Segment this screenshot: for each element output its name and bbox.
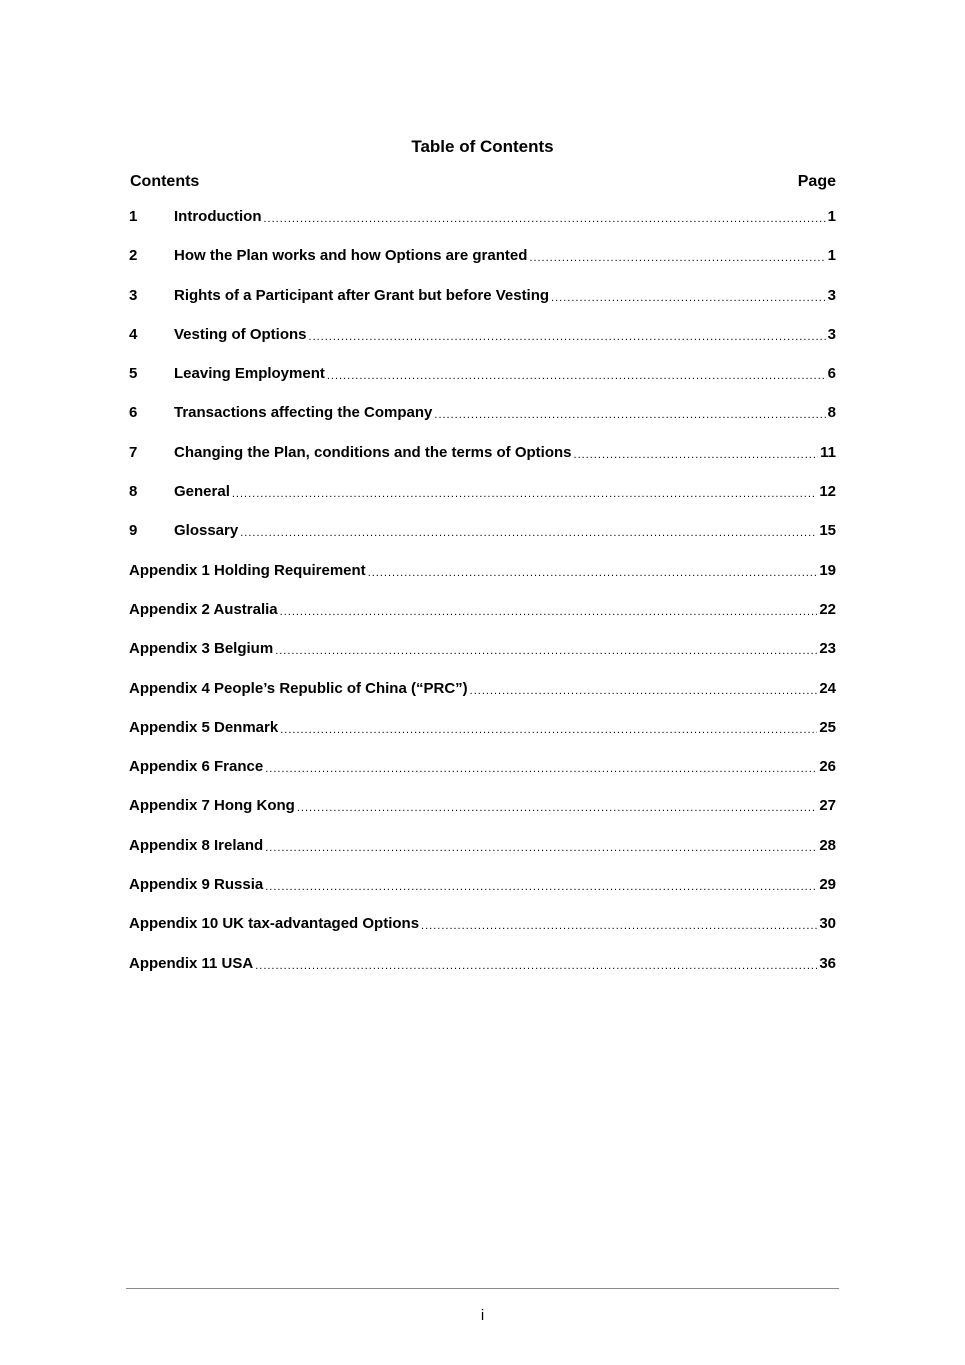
toc-entry-page: 30 bbox=[819, 915, 836, 933]
toc-entry-page: 19 bbox=[819, 561, 836, 579]
toc-entry-number: 8 bbox=[129, 483, 138, 501]
toc-header-row bbox=[130, 173, 836, 191]
toc-entry-appendix-3[interactable] bbox=[129, 640, 836, 679]
toc-entry-how-plan-works[interactable] bbox=[129, 247, 836, 286]
toc-entry-number: 1 bbox=[129, 208, 138, 225]
toc-entry-title: Appendix 6 France bbox=[129, 758, 264, 776]
toc-entry-appendix-5[interactable] bbox=[129, 719, 836, 758]
dot-leader bbox=[265, 837, 817, 855]
toc-entry-title: Appendix 9 Russia bbox=[129, 876, 264, 894]
footer-page-number: i bbox=[480, 1307, 485, 1324]
toc-entry-page: 8 bbox=[827, 404, 836, 422]
toc-entry-appendix-2[interactable] bbox=[129, 601, 836, 640]
dot-leader bbox=[574, 444, 819, 462]
toc-entry-introduction[interactable] bbox=[129, 208, 836, 247]
toc-entry-glossary[interactable] bbox=[129, 522, 836, 561]
dot-leader bbox=[327, 365, 826, 383]
toc-entry-title: Introduction bbox=[174, 208, 262, 225]
toc-entry-title: Appendix 7 Hong Kong bbox=[129, 797, 295, 815]
toc-entry-number: 7 bbox=[129, 443, 138, 461]
dot-leader bbox=[280, 719, 817, 737]
toc-entry-title: Changing the Plan, conditions and the terms of Options bbox=[174, 443, 572, 461]
toc-entry-appendix-9[interactable] bbox=[129, 876, 836, 915]
toc-entry-leaving-employment[interactable] bbox=[129, 365, 836, 404]
toc-entry-vesting-of-options[interactable] bbox=[129, 326, 836, 365]
toc-entry-title: General bbox=[174, 483, 230, 501]
toc-entry-title: Transactions affecting the Company bbox=[174, 404, 433, 422]
dot-leader bbox=[421, 915, 817, 933]
toc-entry-title: Appendix 8 Ireland bbox=[129, 836, 264, 854]
footer-divider bbox=[126, 1288, 839, 1289]
toc-entry-changing-the-plan[interactable] bbox=[129, 444, 836, 483]
toc-entry-general[interactable] bbox=[129, 483, 836, 522]
toc-entry-title: Appendix 1 Holding Requirement bbox=[129, 561, 366, 579]
dot-leader bbox=[297, 797, 817, 815]
toc-entry-page: 25 bbox=[819, 718, 836, 736]
dot-leader bbox=[309, 326, 826, 344]
toc-entry-appendix-11[interactable] bbox=[129, 955, 836, 994]
toc-entry-page: 15 bbox=[819, 522, 836, 540]
toc-entry-page: 3 bbox=[827, 325, 836, 343]
contents-header: Contents bbox=[130, 173, 200, 190]
toc-entry-number: 9 bbox=[129, 522, 138, 540]
toc-entry-page: 24 bbox=[819, 679, 836, 697]
toc-entry-title: Vesting of Options bbox=[174, 325, 307, 343]
toc-entry-number: 5 bbox=[129, 365, 138, 383]
toc-entry-title: Rights of a Participant after Grant but before Vesting bbox=[174, 286, 550, 304]
toc-entry-page: 1 bbox=[827, 208, 836, 225]
toc-entry-title: Appendix 11 USA bbox=[129, 954, 254, 972]
toc-entry-page: 36 bbox=[819, 954, 836, 972]
toc-entry-page: 28 bbox=[819, 836, 836, 854]
dot-leader bbox=[265, 876, 817, 894]
toc-entry-title: Appendix 4 People’s Republic of China (“PRC”) bbox=[129, 679, 468, 697]
dot-leader bbox=[434, 404, 825, 422]
toc-entry-appendix-1[interactable] bbox=[129, 562, 836, 601]
dot-leader bbox=[232, 483, 817, 501]
dot-leader bbox=[551, 287, 826, 305]
dot-leader bbox=[265, 758, 817, 776]
toc-entry-number: 4 bbox=[129, 325, 138, 343]
toc-entry-appendix-6[interactable] bbox=[129, 758, 836, 797]
toc-entry-page: 27 bbox=[819, 797, 836, 815]
toc-entry-title: Leaving Employment bbox=[174, 365, 325, 383]
toc-entry-title: Appendix 10 UK tax-advantaged Options bbox=[129, 915, 420, 933]
toc-entry-appendix-10[interactable] bbox=[129, 915, 836, 954]
toc-entry-number: 6 bbox=[129, 404, 138, 422]
toc-entry-page: 6 bbox=[827, 365, 836, 383]
toc-entry-title: Appendix 3 Belgium bbox=[129, 640, 274, 658]
toc-entry-page: 1 bbox=[827, 247, 836, 265]
page-title: Table of Contents bbox=[411, 137, 554, 156]
toc-entry-title: How the Plan works and how Options are granted bbox=[174, 247, 528, 265]
dot-leader bbox=[280, 601, 818, 619]
toc-entry-page: 3 bbox=[827, 286, 836, 304]
toc-entry-appendix-7[interactable] bbox=[129, 797, 836, 836]
toc-entry-number: 3 bbox=[129, 286, 138, 304]
toc-entry-page: 23 bbox=[819, 640, 836, 658]
toc-entry-title: Glossary bbox=[174, 522, 239, 540]
toc-list bbox=[129, 208, 836, 994]
toc-entry-page: 11 bbox=[820, 443, 836, 461]
toc-entry-title: Appendix 2 Australia bbox=[129, 600, 278, 618]
dot-leader bbox=[529, 247, 825, 265]
toc-entry-title: Appendix 5 Denmark bbox=[129, 718, 279, 736]
dot-leader bbox=[263, 208, 825, 226]
dot-leader bbox=[275, 640, 817, 658]
toc-entry-rights-of-participant[interactable] bbox=[129, 287, 836, 326]
toc-entry-appendix-8[interactable] bbox=[129, 837, 836, 876]
toc-entry-number: 2 bbox=[129, 247, 138, 265]
dot-leader bbox=[255, 955, 817, 973]
toc-entry-page: 22 bbox=[819, 600, 836, 618]
dot-leader bbox=[368, 562, 818, 580]
dot-leader bbox=[470, 680, 818, 698]
dot-leader bbox=[240, 522, 817, 540]
toc-entry-page: 29 bbox=[819, 876, 836, 894]
toc-entry-transactions[interactable] bbox=[129, 404, 836, 443]
page-header: Page bbox=[797, 173, 836, 190]
toc-entry-page: 26 bbox=[819, 758, 836, 776]
toc-entry-appendix-4[interactable] bbox=[129, 680, 836, 719]
toc-entry-page: 12 bbox=[819, 483, 836, 501]
